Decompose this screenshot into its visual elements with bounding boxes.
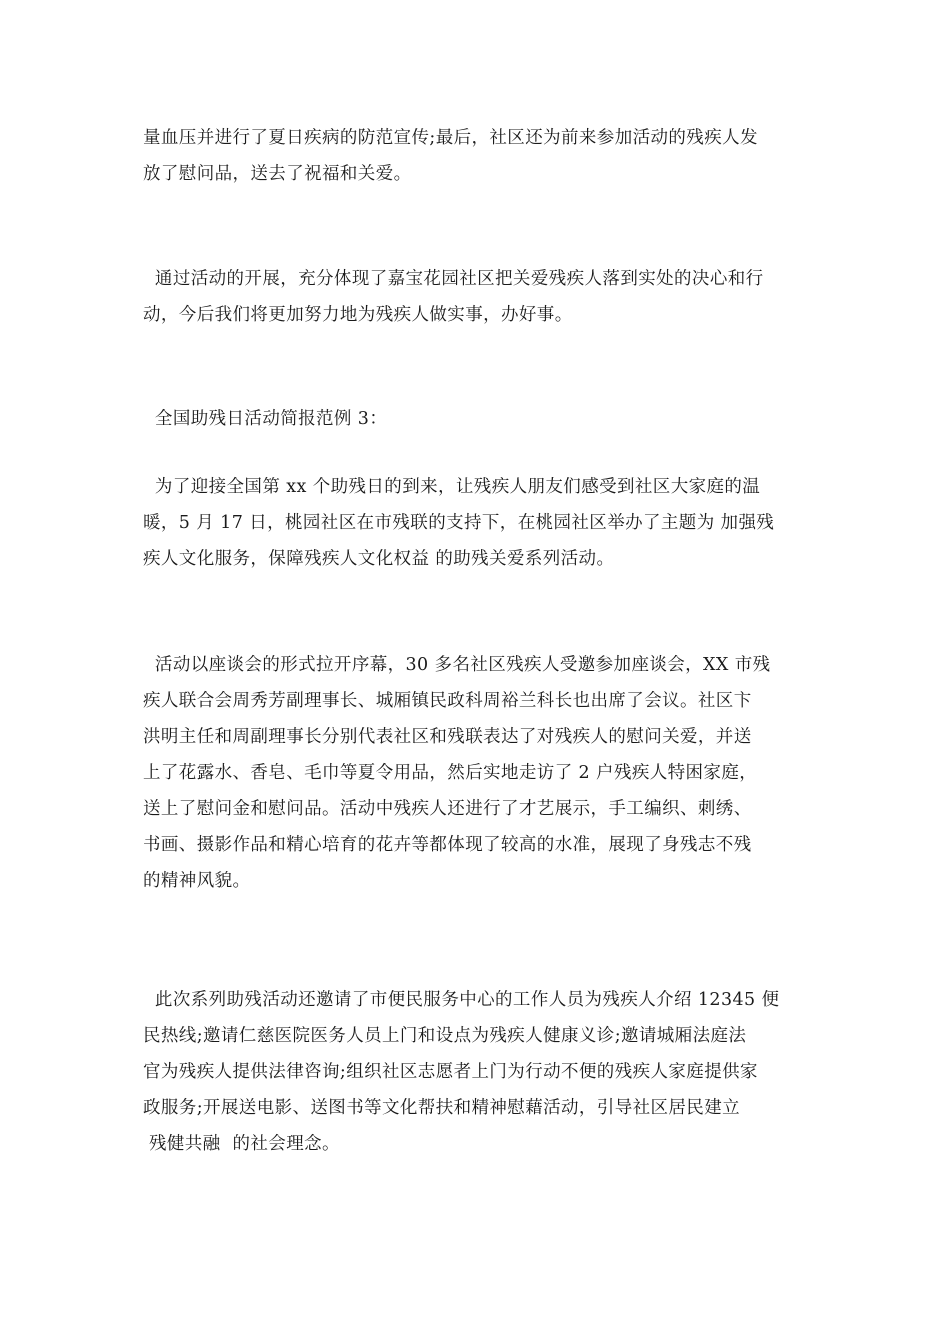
paragraph-3 <box>143 469 813 577</box>
paragraph-line: 放了慰问品，送去了祝福和关爱。 <box>143 164 412 184</box>
paragraph-line: 政服务;开展送电影、送图书等文化帮扶和精神慰藉活动，引导社区居民建立 <box>143 1098 740 1118</box>
paragraph-line: 的精神风貌。 <box>143 871 251 891</box>
paragraph-4 <box>143 647 813 899</box>
paragraph-line: 洪明主任和周副理事长分别代表社区和残联表达了对残疾人的慰问关爱，并送 <box>143 727 752 747</box>
paragraph-line: 通过活动的开展，充分体现了嘉宝花园社区把关爱残疾人落到实处的决心和行 <box>143 269 764 289</box>
paragraph-line: 为了迎接全国第 xx 个助残日的到来，让残疾人朋友们感受到社区大家庭的温 <box>143 477 761 497</box>
paragraph-2 <box>143 261 813 333</box>
paragraph-line: 暖，5 月 17 日，桃园社区在市残联的支持下，在桃园社区举办了主题为 加强残 <box>143 513 775 533</box>
paragraph-line: 上了花露水、香皂、毛巾等夏令用品，然后实地走访了 2 户残疾人特困家庭， <box>143 763 758 783</box>
paragraph-line: 疾人联合会周秀芳副理事长、城厢镇民政科周裕兰科长也出席了会议。社区卞 <box>143 691 752 711</box>
paragraph-line: 活动以座谈会的形式拉开序幕，30 多名社区残疾人受邀参加座谈会，XX 市残 <box>143 655 771 675</box>
paragraph-line: 残健共融 的社会理念。 <box>143 1134 340 1154</box>
paragraph-line: 疾人文化服务，保障残疾人文化权益 的助残关爱系列活动。 <box>143 549 615 569</box>
paragraph-5 <box>143 982 813 1162</box>
heading-line: 全国助残日活动简报范例 3： <box>143 409 388 429</box>
paragraph-line: 量血压并进行了夏日疾病的防范宣传;最后，社区还为前来参加活动的残疾人发 <box>143 128 758 148</box>
paragraph-line: 官为残疾人提供法律咨询;组织社区志愿者上门为行动不便的残疾人家庭提供家 <box>143 1062 758 1082</box>
paragraph-line: 民热线;邀请仁慈医院医务人员上门和设点为残疾人健康义诊;邀请城厢法庭法 <box>143 1026 747 1046</box>
paragraph-line: 动，今后我们将更加努力地为残疾人做实事，办好事。 <box>143 305 573 325</box>
paragraph-line: 书画、摄影作品和精心培育的花卉等都体现了较高的水准，展现了身残志不残 <box>143 835 752 855</box>
paragraph-line: 此次系列助残活动还邀请了市便民服务中心的工作人员为残疾人介绍 12345 便 <box>143 990 780 1010</box>
paragraph-1 <box>143 120 813 192</box>
section-heading <box>143 401 813 437</box>
paragraph-line: 送上了慰问金和慰问品。活动中残疾人还进行了才艺展示，手工编织、刺绣、 <box>143 799 752 819</box>
